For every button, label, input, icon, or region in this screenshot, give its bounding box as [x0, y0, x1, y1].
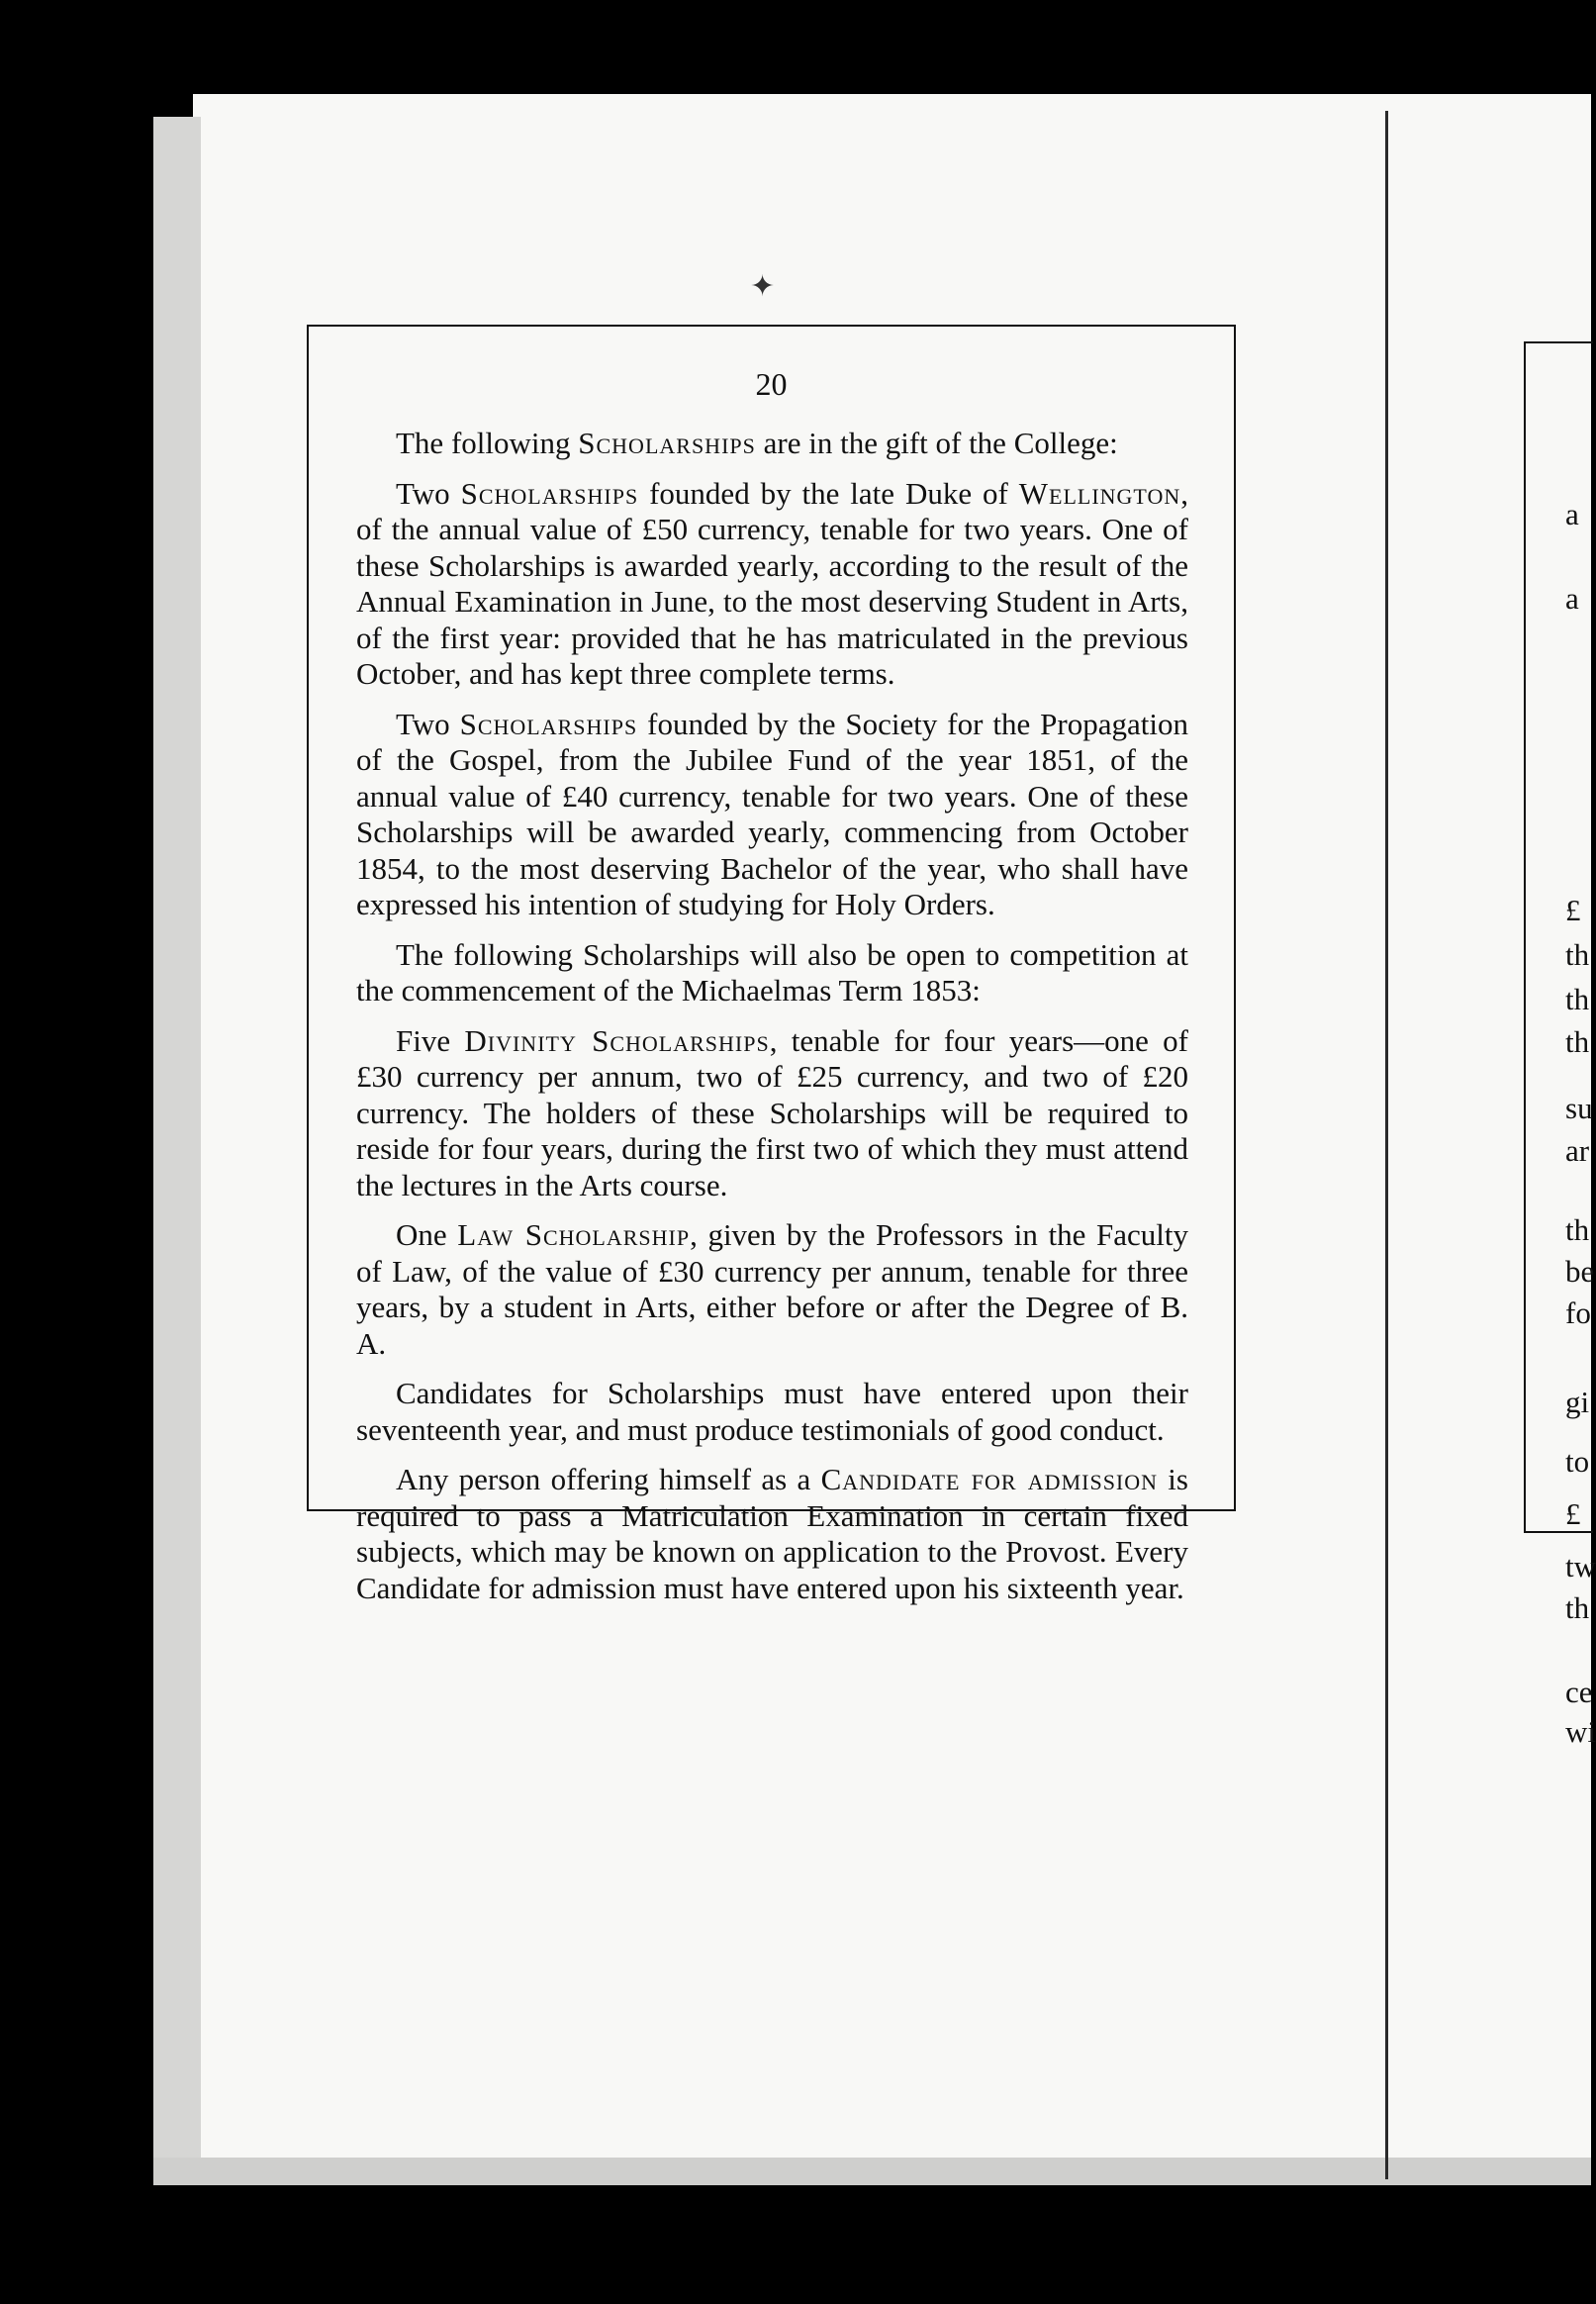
small-caps-text: Candidate for admission [820, 1462, 1159, 1496]
next-page-text-fragment: th [1565, 1590, 1590, 1625]
text-run: Candidates for Scholarships must have entered upon their seventeenth year, and must produce testimonials of good conduct. [356, 1376, 1188, 1447]
next-page-text-fragment: a [1565, 497, 1579, 531]
next-page-text-fragment: th [1565, 982, 1590, 1016]
next-page-text-fragment: th [1565, 1212, 1590, 1247]
paragraph-propagation [356, 707, 1188, 923]
text-run: Two [396, 706, 460, 741]
page-frame [307, 325, 1236, 1605]
next-page-text-fragment: ar [1565, 1133, 1590, 1168]
text-run: are in the gift of the College: [755, 426, 1118, 460]
text-run: One [396, 1217, 458, 1252]
text-run: , of the annual value of £50 currency, tenable for two years. One of these Scholarships is awarded yearly, according to the result of the Annual Examination in June, to the most deserving Student in Arts, of the first year: provided that he has matriculated in the previous October, and has kept three complete terms. [356, 475, 1188, 691]
page-body [356, 426, 1188, 1620]
paragraph-law [356, 1217, 1188, 1362]
text-run: Two [396, 475, 461, 511]
next-page-text-fragment: to [1565, 1444, 1590, 1479]
next-page-text-fragment: su [1565, 1091, 1593, 1125]
next-page-text-fragment: wi [1565, 1714, 1596, 1749]
text-run: , tenable for four years—one of £30 currency per annum, two of £25 currency, and two of £20 currency. The holders of these Scholarships will be required to reside for four years, during the first two of which they must attend the lectures in the Arts course. [356, 1022, 1188, 1202]
next-page-text-fragment: £ [1565, 893, 1581, 927]
small-caps-text: Scholarships [578, 426, 756, 460]
text-run: , given by the Professors in the Faculty of Law, of the value of £30 currency per annum, tenable for three years, by a student in Arts, either before or after the Degree of B. A. [356, 1217, 1188, 1361]
small-caps-text: Scholarships [459, 706, 638, 741]
paragraph-divinity [356, 1023, 1188, 1204]
bottom-strip [153, 2158, 1591, 2185]
book-gutter [1385, 111, 1388, 2179]
paragraph-wellington [356, 476, 1188, 693]
text-run: The following Scholarships will also be open to competition at the commencement of the Michaelmas Term 1853: [356, 936, 1188, 1008]
page-number: 20 [755, 366, 788, 402]
next-page-text-fragment: ce [1565, 1675, 1593, 1709]
next-page-text-fragment: fo [1565, 1296, 1591, 1330]
paragraph-michaelmas [356, 937, 1188, 1009]
text-run: Five [396, 1022, 465, 1058]
text-run: founded by the late Duke of [638, 475, 1019, 511]
next-page-text-fragment: gi [1565, 1385, 1590, 1419]
left-margin-strip [153, 117, 201, 2185]
next-page-text-fragment: a [1565, 581, 1579, 616]
paragraph-intro [356, 426, 1188, 462]
text-run: is required to pass a Matriculation Examination in certain fixed subjects, which may be known on application to the Provost. Every Candidate for admission must have entered upon his sixteenth year. [356, 1462, 1188, 1605]
ornament-mark: ✦ [750, 270, 776, 303]
next-page-text-fragment: th [1565, 1024, 1590, 1059]
next-page-text-fragment: tw [1565, 1549, 1596, 1584]
small-caps-text: Wellington [1018, 475, 1181, 511]
text-run: Any person offering himself as a [396, 1462, 821, 1496]
paragraph-candidates [356, 1376, 1188, 1448]
next-page-fragment [1524, 341, 1596, 1749]
small-caps-text: Divinity Scholarships [464, 1022, 770, 1058]
paragraph-admission [356, 1462, 1188, 1606]
next-page-text-fragment: th [1565, 937, 1590, 972]
next-page-text-fragment: be [1565, 1254, 1595, 1289]
next-page-text-fragment: £ [1565, 1496, 1581, 1531]
small-caps-text: Scholarships [460, 475, 639, 511]
text-run: The following [396, 426, 579, 460]
small-caps-text: Law Scholarship [457, 1217, 691, 1252]
text-run: founded by the Society for the Propagation of the Gospel, from the Jubilee Fund of the year 1851, of the annual value of £40 currency, tenable for two years. One of these Scholarships will be awarded yearly, commencing from October 1854, to the most deserving Bachelor of the year, who shall have expressed his intention of studying for Holy Orders. [356, 706, 1188, 921]
